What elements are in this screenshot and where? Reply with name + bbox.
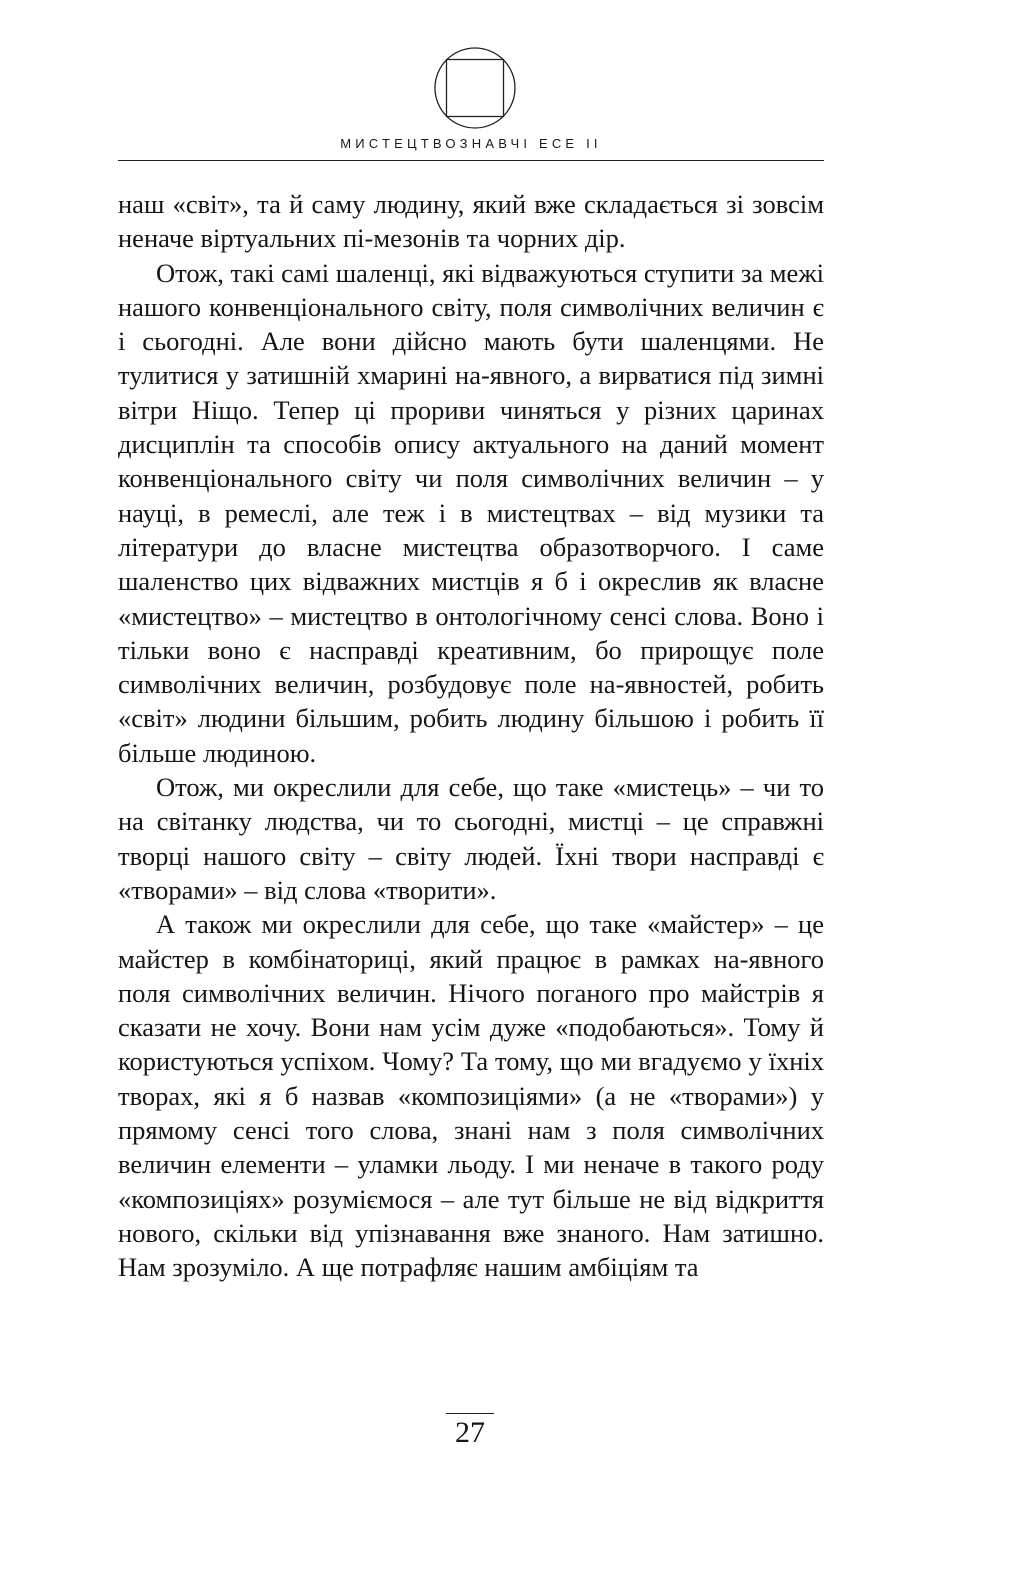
running-head-title: МИСТЕЦТВОЗНАВЧІ ЕСЕ ІІ [340,136,602,151]
page-number-rule [446,1413,494,1414]
paragraph-1: наш «світ», та й саму людину, який вже складається зі зовсім неначе віртуальних пі-мезонів та чорних дір. [118,189,824,254]
paragraph-2: Отож, такі самі шаленці, які відважуються ступити за межі нашого конвенціонального світу, поля символічних величин є і сьогодні. Але вони дійсно мають бути шаленцями. Не тулитися у затишній хмарині на-явного, а вирватися під зимні вітри Ніщо. Тепер ці прориви чиняться у різних царинах дисциплін та способів опису актуального на даний момент конвенціонального світу чи поля символічних величин – у науці, в ремеслі, але теж і в мистецтвах – від музики та літератури до власне мистецтва образотворчого. І саме шаленство цих відважних мистців я б і окреслив як власне «мистецтво» – мистецтво в онтологічному сенсі слова. Воно і тільки воно є насправді креативним, бо прирощує поле символічних величин, розбудовує поле на-явностей, робить «світ» людини більшим, робить людину більшою і робить її більше людиною. [118,257,824,768]
circle-square-emblem-icon [433,46,517,130]
paragraph-4: А також ми окреслили для себе, що таке «майстер» – це майстер в комбінаториці, який працює в рамках на-явного поля символічних величин. Нічого поганого про майстрів я сказати не хочу. Вони нам усім дуже «подобаються». Тому й користуються успіхом. Чому? Та тому, що ми вгадуємо у їхніх творах, які я б назвав «композиціями» (а не «творами») у прямому сенсі того слова, знані нам з поля символічних величин елементи – уламки льоду. І ми неначе в такого роду «композиціях» розуміємося – але тут більше не від відкриття нового, скільки від упізнавання вже знаного. Нам затишно. Нам зрозуміло. А ще потрафляє нашим амбіціям та [118,909,824,1283]
paragraph-3: Отож, ми окреслили для себе, що таке «мистець» – чи то на світанку людства, чи то сьогодні, мистці – це справжні творці нашого світу – світу людей. Їхні твори насправді є «творами» – від слова «творити». [118,772,824,905]
page-number: 27 [455,1416,485,1449]
header-divider [118,160,824,161]
page-body [118,187,824,1285]
